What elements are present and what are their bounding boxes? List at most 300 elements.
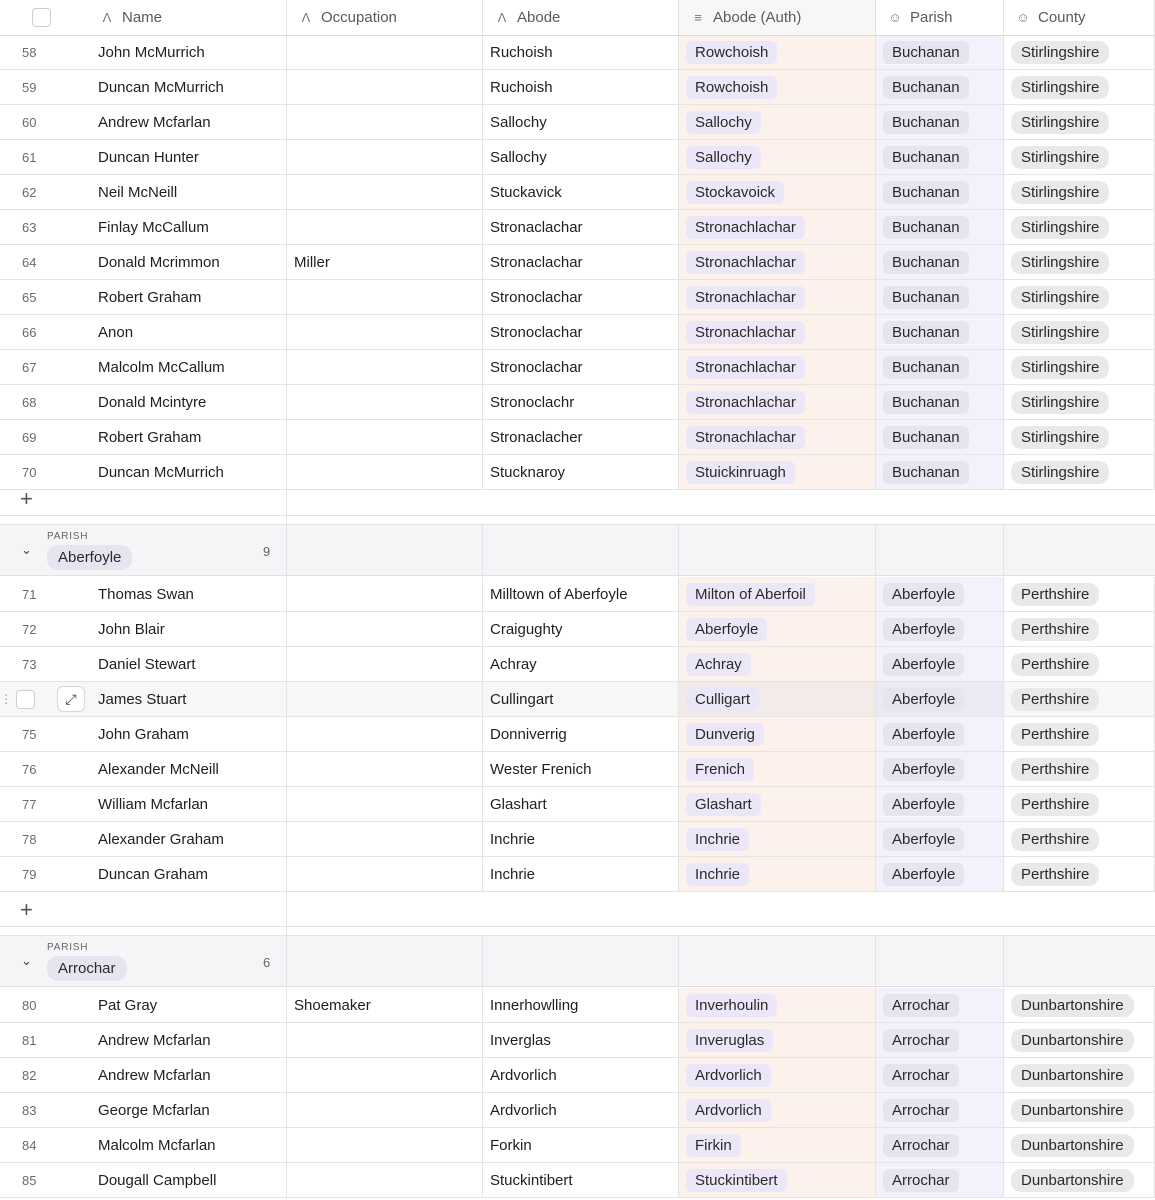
row-number: 60	[22, 114, 37, 130]
cell-occupation[interactable]	[287, 647, 483, 681]
linked-record-chip[interactable]: Inverhoulin	[686, 994, 777, 1017]
linked-record-chip[interactable]: Sallochy	[686, 111, 761, 134]
name-value: Thomas Swan	[98, 585, 194, 603]
cell-abode-auth[interactable]	[679, 857, 876, 891]
parish-chip: Arrochar	[883, 1064, 959, 1087]
linked-record-chip[interactable]: Milton of Aberfoil	[686, 583, 815, 606]
table-row[interactable]	[0, 752, 1155, 787]
table-row[interactable]	[0, 1058, 1155, 1093]
cell-abode-auth[interactable]	[679, 420, 876, 454]
cell-name[interactable]	[90, 385, 287, 419]
cell-abode[interactable]	[483, 717, 679, 751]
cell-name[interactable]	[90, 70, 287, 104]
cell-abode-auth[interactable]	[679, 385, 876, 419]
cell-abode-auth[interactable]	[679, 682, 876, 716]
cell-abode[interactable]	[483, 420, 679, 454]
cell-parish[interactable]	[876, 420, 1004, 454]
cell-parish[interactable]	[876, 350, 1004, 384]
row-number: 68	[22, 394, 37, 410]
county-chip: Perthshire	[1011, 863, 1099, 886]
cell-abode[interactable]	[483, 35, 679, 69]
group-cell	[287, 525, 483, 575]
county-chip: Dunbartonshire	[1011, 1169, 1134, 1192]
linked-record-chip[interactable]: Culligart	[686, 688, 759, 711]
cell-name[interactable]	[90, 245, 287, 279]
row-number: 83	[22, 1102, 37, 1118]
cell-occupation[interactable]	[287, 245, 483, 279]
chevron-down-icon[interactable]: ⌄	[21, 953, 32, 968]
cell-occupation[interactable]	[287, 577, 483, 611]
cell-parish[interactable]	[876, 1058, 1004, 1092]
cell-abode[interactable]	[483, 105, 679, 139]
plus-icon[interactable]: +	[20, 485, 33, 511]
table-row[interactable]	[0, 280, 1155, 315]
cell-occupation[interactable]	[287, 70, 483, 104]
cell-parish[interactable]	[876, 752, 1004, 786]
cell-county[interactable]	[1004, 1058, 1155, 1092]
cell-abode[interactable]	[483, 315, 679, 349]
cell-name[interactable]	[90, 1163, 287, 1197]
cell-occupation[interactable]	[287, 612, 483, 646]
cell-abode-auth[interactable]	[679, 612, 876, 646]
row-number: 65	[22, 289, 37, 305]
county-chip: Stirlingshire	[1011, 181, 1109, 204]
text-type-icon: Λ	[497, 10, 507, 25]
cell-abode-auth[interactable]	[679, 988, 876, 1022]
linked-record-chip[interactable]: Sallochy	[686, 146, 761, 169]
column-divider	[286, 516, 287, 524]
name-value: Alexander McNeill	[98, 760, 219, 778]
cell-county[interactable]	[1004, 210, 1155, 244]
linked-record-chip[interactable]: Stronachlachar	[686, 426, 805, 449]
name-value: Duncan McMurrich	[98, 463, 224, 481]
parish-chip: Aberfoyle	[883, 653, 964, 676]
cell-occupation[interactable]	[287, 210, 483, 244]
linked-record-chip[interactable]: Firkin	[686, 1134, 741, 1157]
row-number: 75	[22, 726, 37, 742]
table-row[interactable]	[0, 647, 1155, 682]
column-header-occupation[interactable]	[287, 0, 483, 35]
linked-record-chip[interactable]: Inchrie	[686, 828, 749, 851]
county-chip: Perthshire	[1011, 828, 1099, 851]
cell-abode-auth[interactable]	[679, 822, 876, 856]
cell-county[interactable]	[1004, 35, 1155, 69]
table-row[interactable]	[0, 577, 1155, 612]
linked-record-chip[interactable]: Glashart	[686, 793, 761, 816]
row-checkbox[interactable]	[16, 690, 35, 709]
cell-county[interactable]	[1004, 350, 1155, 384]
cell-name[interactable]	[90, 35, 287, 69]
row-number: 85	[22, 1172, 37, 1188]
cell-county[interactable]	[1004, 315, 1155, 349]
table-row[interactable]	[0, 210, 1155, 245]
cell-abode-auth[interactable]	[679, 647, 876, 681]
abode-value: Stuckavick	[490, 183, 562, 201]
linked-record-chip[interactable]: Stockavoick	[686, 181, 784, 204]
cell-name[interactable]	[90, 140, 287, 174]
parish-chip: Arrochar	[883, 1099, 959, 1122]
linked-record-chip[interactable]: Stronachlachar	[686, 251, 805, 274]
linked-record-chip[interactable]: Dunverig	[686, 723, 764, 746]
linked-record-chip[interactable]: Frenich	[686, 758, 754, 781]
cell-abode-auth[interactable]	[679, 787, 876, 821]
table-row[interactable]	[0, 787, 1155, 822]
cell-occupation[interactable]	[287, 175, 483, 209]
select-all-checkbox[interactable]	[32, 8, 51, 27]
linked-record-chip[interactable]: Stronachlachar	[686, 216, 805, 239]
cell-name[interactable]	[90, 612, 287, 646]
cell-abode-auth[interactable]	[679, 280, 876, 314]
cell-county[interactable]	[1004, 612, 1155, 646]
cell-abode[interactable]	[483, 577, 679, 611]
table-row[interactable]	[0, 612, 1155, 647]
cell-name[interactable]	[90, 857, 287, 891]
table-row[interactable]	[0, 1023, 1155, 1058]
plus-icon[interactable]: +	[20, 896, 33, 922]
cell-county[interactable]	[1004, 175, 1155, 209]
abode-value: Donniverrig	[490, 725, 567, 743]
cell-name[interactable]	[90, 752, 287, 786]
cell-name[interactable]	[90, 682, 287, 716]
table-row[interactable]	[0, 350, 1155, 385]
cell-occupation[interactable]	[287, 988, 483, 1022]
cell-parish[interactable]	[876, 647, 1004, 681]
cell-name[interactable]	[90, 350, 287, 384]
linked-record-chip[interactable]: Ardvorlich	[686, 1099, 771, 1122]
group-header-aberfoyle[interactable]	[0, 524, 1155, 576]
cell-abode-auth[interactable]	[679, 245, 876, 279]
table-row[interactable]	[0, 70, 1155, 105]
chevron-down-icon[interactable]: ⌄	[21, 542, 32, 557]
cell-abode[interactable]	[483, 385, 679, 419]
table-row[interactable]	[0, 822, 1155, 857]
table-row[interactable]	[0, 857, 1155, 892]
row-number: 72	[22, 621, 37, 637]
cell-parish[interactable]	[876, 857, 1004, 891]
lookup-icon: ≡	[694, 10, 702, 25]
cell-occupation[interactable]	[287, 1163, 483, 1197]
cell-occupation[interactable]	[287, 1128, 483, 1162]
add-record-row[interactable]	[0, 481, 1155, 516]
abode-value: Stronaclachar	[490, 253, 583, 271]
linked-record-chip[interactable]: Stuickinruagh	[686, 461, 795, 484]
cell-occupation[interactable]	[287, 752, 483, 786]
cell-parish[interactable]	[876, 1093, 1004, 1127]
cell-abode[interactable]	[483, 140, 679, 174]
cell-abode[interactable]	[483, 70, 679, 104]
table-row[interactable]	[0, 420, 1155, 455]
table-row[interactable]	[0, 245, 1155, 280]
cell-abode[interactable]	[483, 612, 679, 646]
column-header-abode[interactable]	[483, 0, 679, 35]
cell-abode-auth[interactable]	[679, 1058, 876, 1092]
cell-abode[interactable]	[483, 822, 679, 856]
cell-name[interactable]	[90, 1023, 287, 1057]
occupation-value: Miller	[294, 253, 330, 271]
cell-abode[interactable]	[483, 245, 679, 279]
cell-parish[interactable]	[876, 1023, 1004, 1057]
cell-occupation[interactable]	[287, 682, 483, 716]
group-cell	[876, 525, 1004, 575]
table-row[interactable]	[0, 1163, 1155, 1198]
cell-abode[interactable]	[483, 752, 679, 786]
cell-county[interactable]	[1004, 787, 1155, 821]
row-number: 81	[22, 1032, 37, 1048]
cell-county[interactable]	[1004, 70, 1155, 104]
county-chip: Stirlingshire	[1011, 426, 1109, 449]
cell-name[interactable]	[90, 1128, 287, 1162]
row-number: 64	[22, 254, 37, 270]
cell-occupation[interactable]	[287, 385, 483, 419]
table-row[interactable]	[0, 1093, 1155, 1128]
cell-occupation[interactable]	[287, 1023, 483, 1057]
abode-value: Glashart	[490, 795, 547, 813]
cell-abode[interactable]	[483, 175, 679, 209]
cell-abode[interactable]	[483, 857, 679, 891]
cell-parish[interactable]	[876, 988, 1004, 1022]
cell-name[interactable]	[90, 210, 287, 244]
cell-abode-auth[interactable]	[679, 105, 876, 139]
cell-parish[interactable]	[876, 612, 1004, 646]
cell-parish[interactable]	[876, 315, 1004, 349]
cell-county[interactable]	[1004, 245, 1155, 279]
column-header-parish[interactable]	[876, 0, 1004, 35]
cell-name[interactable]	[90, 315, 287, 349]
cell-occupation[interactable]	[287, 717, 483, 751]
cell-parish[interactable]	[876, 787, 1004, 821]
cell-county[interactable]	[1004, 1093, 1155, 1127]
parish-chip: Buchanan	[883, 146, 969, 169]
column-header-county[interactable]	[1004, 0, 1155, 35]
cell-occupation[interactable]	[287, 105, 483, 139]
cell-parish[interactable]	[876, 140, 1004, 174]
cell-county[interactable]	[1004, 385, 1155, 419]
cell-abode[interactable]	[483, 682, 679, 716]
cell-parish[interactable]	[876, 682, 1004, 716]
cell-abode-auth[interactable]	[679, 350, 876, 384]
cell-county[interactable]	[1004, 1128, 1155, 1162]
name-value: Robert Graham	[98, 428, 202, 446]
column-divider	[286, 892, 287, 927]
cell-abode-auth[interactable]	[679, 1023, 876, 1057]
cell-county[interactable]	[1004, 577, 1155, 611]
cell-parish[interactable]	[876, 70, 1004, 104]
linked-record-chip[interactable]: Aberfoyle	[686, 618, 767, 641]
cell-abode[interactable]	[483, 1163, 679, 1197]
cell-name[interactable]	[90, 1058, 287, 1092]
abode-value: Stronoclachar	[490, 358, 583, 376]
cell-abode-auth[interactable]	[679, 315, 876, 349]
group-header-arrochar[interactable]	[0, 935, 1155, 987]
cell-parish[interactable]	[876, 1163, 1004, 1197]
name-value: John Blair	[98, 620, 165, 638]
cell-abode-auth[interactable]	[679, 752, 876, 786]
cell-occupation[interactable]	[287, 35, 483, 69]
cell-name[interactable]	[90, 1093, 287, 1127]
table-row[interactable]	[0, 988, 1155, 1023]
linked-record-chip[interactable]: Inchrie	[686, 863, 749, 886]
table-row[interactable]	[0, 717, 1155, 752]
cell-abode-auth[interactable]	[679, 1093, 876, 1127]
cell-county[interactable]	[1004, 857, 1155, 891]
cell-parish[interactable]	[876, 210, 1004, 244]
cell-county[interactable]	[1004, 682, 1155, 716]
linked-record-chip[interactable]: Rowchoish	[686, 41, 777, 64]
cell-occupation[interactable]	[287, 280, 483, 314]
column-divider	[286, 927, 287, 935]
text-type-icon: Λ	[102, 10, 112, 25]
linked-record-chip[interactable]: Achray	[686, 653, 751, 676]
parish-chip: Arrochar	[883, 994, 959, 1017]
cell-name[interactable]	[90, 577, 287, 611]
cell-occupation[interactable]	[287, 857, 483, 891]
parish-chip: Arrochar	[883, 1134, 959, 1157]
linked-record-chip[interactable]: Ardvorlich	[686, 1064, 771, 1087]
expand-record-icon[interactable]: ⤢	[57, 686, 85, 712]
cell-occupation[interactable]	[287, 315, 483, 349]
cell-abode[interactable]	[483, 1023, 679, 1057]
parish-chip: Buchanan	[883, 216, 969, 239]
abode-value: Stronaclacher	[490, 428, 583, 446]
cell-county[interactable]	[1004, 822, 1155, 856]
cell-abode[interactable]	[483, 787, 679, 821]
cell-abode-auth[interactable]	[679, 577, 876, 611]
name-value: Andrew Mcfarlan	[98, 113, 211, 131]
name-value: Malcolm McCallum	[98, 358, 225, 376]
cell-name[interactable]	[90, 988, 287, 1022]
table-row[interactable]	[0, 315, 1155, 350]
cell-parish[interactable]	[876, 822, 1004, 856]
cell-occupation[interactable]	[287, 420, 483, 454]
cell-name[interactable]	[90, 822, 287, 856]
name-value: William Mcfarlan	[98, 795, 209, 813]
linked-record-chip[interactable]: Rowchoish	[686, 76, 777, 99]
cell-name[interactable]	[90, 717, 287, 751]
cell-county[interactable]	[1004, 140, 1155, 174]
table-row[interactable]	[0, 682, 1155, 717]
cell-county[interactable]	[1004, 420, 1155, 454]
linked-record-chip[interactable]: Stronachlachar	[686, 321, 805, 344]
cell-abode[interactable]	[483, 988, 679, 1022]
table-row[interactable]	[0, 175, 1155, 210]
cell-parish[interactable]	[876, 280, 1004, 314]
table-row[interactable]	[0, 35, 1155, 70]
cell-abode[interactable]	[483, 647, 679, 681]
cell-parish[interactable]	[876, 1128, 1004, 1162]
cell-name[interactable]	[90, 280, 287, 314]
name-value: Daniel Stewart	[98, 655, 196, 673]
select-all-cell[interactable]	[0, 0, 90, 35]
cell-occupation[interactable]	[287, 787, 483, 821]
county-chip: Stirlingshire	[1011, 391, 1109, 414]
cell-parish[interactable]	[876, 577, 1004, 611]
cell-county[interactable]	[1004, 1163, 1155, 1197]
cell-county[interactable]	[1004, 105, 1155, 139]
cell-name[interactable]	[90, 420, 287, 454]
linked-record-chip[interactable]: Stuckintibert	[686, 1169, 787, 1192]
drag-handle-icon[interactable]: ⋮	[0, 692, 12, 706]
cell-name[interactable]	[90, 647, 287, 681]
cell-abode-auth[interactable]	[679, 35, 876, 69]
parish-chip: Buchanan	[883, 41, 969, 64]
cell-parish[interactable]	[876, 717, 1004, 751]
table-row[interactable]	[0, 1128, 1155, 1163]
cell-parish[interactable]	[876, 245, 1004, 279]
cell-abode-auth[interactable]	[679, 717, 876, 751]
column-header-name[interactable]	[90, 0, 287, 35]
cell-parish[interactable]	[876, 175, 1004, 209]
row-number: 69	[22, 429, 37, 445]
cell-abode-auth[interactable]	[679, 140, 876, 174]
county-chip: Stirlingshire	[1011, 41, 1109, 64]
cell-abode[interactable]	[483, 210, 679, 244]
linked-record-chip[interactable]: Stronachlachar	[686, 356, 805, 379]
abode-value: Innerhowlling	[490, 996, 579, 1014]
parish-chip: Arrochar	[883, 1029, 959, 1052]
name-value: Duncan Graham	[98, 865, 209, 883]
county-chip: Stirlingshire	[1011, 216, 1109, 239]
table-row[interactable]	[0, 140, 1155, 175]
linked-record-chip[interactable]: Stronachlachar	[686, 286, 805, 309]
linked-record-chip[interactable]: Stronachlachar	[686, 391, 805, 414]
linked-record-chip[interactable]: Inveruglas	[686, 1029, 773, 1052]
cell-occupation[interactable]	[287, 140, 483, 174]
parish-chip: Aberfoyle	[883, 863, 964, 886]
county-chip: Stirlingshire	[1011, 251, 1109, 274]
add-record-row[interactable]	[0, 892, 1155, 927]
table-row[interactable]	[0, 385, 1155, 420]
group-gap	[0, 927, 1155, 935]
cell-abode[interactable]	[483, 1058, 679, 1092]
row-number: 79	[22, 866, 37, 882]
table-row[interactable]	[0, 105, 1155, 140]
cell-occupation[interactable]	[287, 350, 483, 384]
cell-county[interactable]	[1004, 752, 1155, 786]
cell-abode-auth[interactable]	[679, 175, 876, 209]
cell-name[interactable]	[90, 175, 287, 209]
column-header-label: Name	[122, 9, 163, 26]
name-value: Robert Graham	[98, 288, 202, 306]
abode-value: Stucknaroy	[490, 463, 566, 481]
column-header-abode-auth[interactable]	[679, 0, 876, 35]
cell-occupation[interactable]	[287, 822, 483, 856]
cell-abode-auth[interactable]	[679, 1163, 876, 1197]
cell-name[interactable]	[90, 787, 287, 821]
cell-county[interactable]	[1004, 280, 1155, 314]
cell-abode[interactable]	[483, 280, 679, 314]
cell-county[interactable]	[1004, 988, 1155, 1022]
abode-value: Sallochy	[490, 113, 547, 131]
cell-abode[interactable]	[483, 350, 679, 384]
abode-value: Ruchoish	[490, 43, 553, 61]
cell-county[interactable]	[1004, 717, 1155, 751]
cell-occupation[interactable]	[287, 1058, 483, 1092]
cell-occupation[interactable]	[287, 1093, 483, 1127]
cell-county[interactable]	[1004, 647, 1155, 681]
cell-county[interactable]	[1004, 1023, 1155, 1057]
cell-abode-auth[interactable]	[679, 210, 876, 244]
cell-parish[interactable]	[876, 105, 1004, 139]
cell-parish[interactable]	[876, 35, 1004, 69]
cell-abode[interactable]	[483, 1093, 679, 1127]
column-header-label: Parish	[910, 9, 953, 26]
cell-abode[interactable]	[483, 1128, 679, 1162]
cell-name[interactable]	[90, 105, 287, 139]
cell-abode-auth[interactable]	[679, 70, 876, 104]
column-header-label: Abode	[517, 9, 561, 26]
cell-parish[interactable]	[876, 385, 1004, 419]
cell-abode-auth[interactable]	[679, 1128, 876, 1162]
